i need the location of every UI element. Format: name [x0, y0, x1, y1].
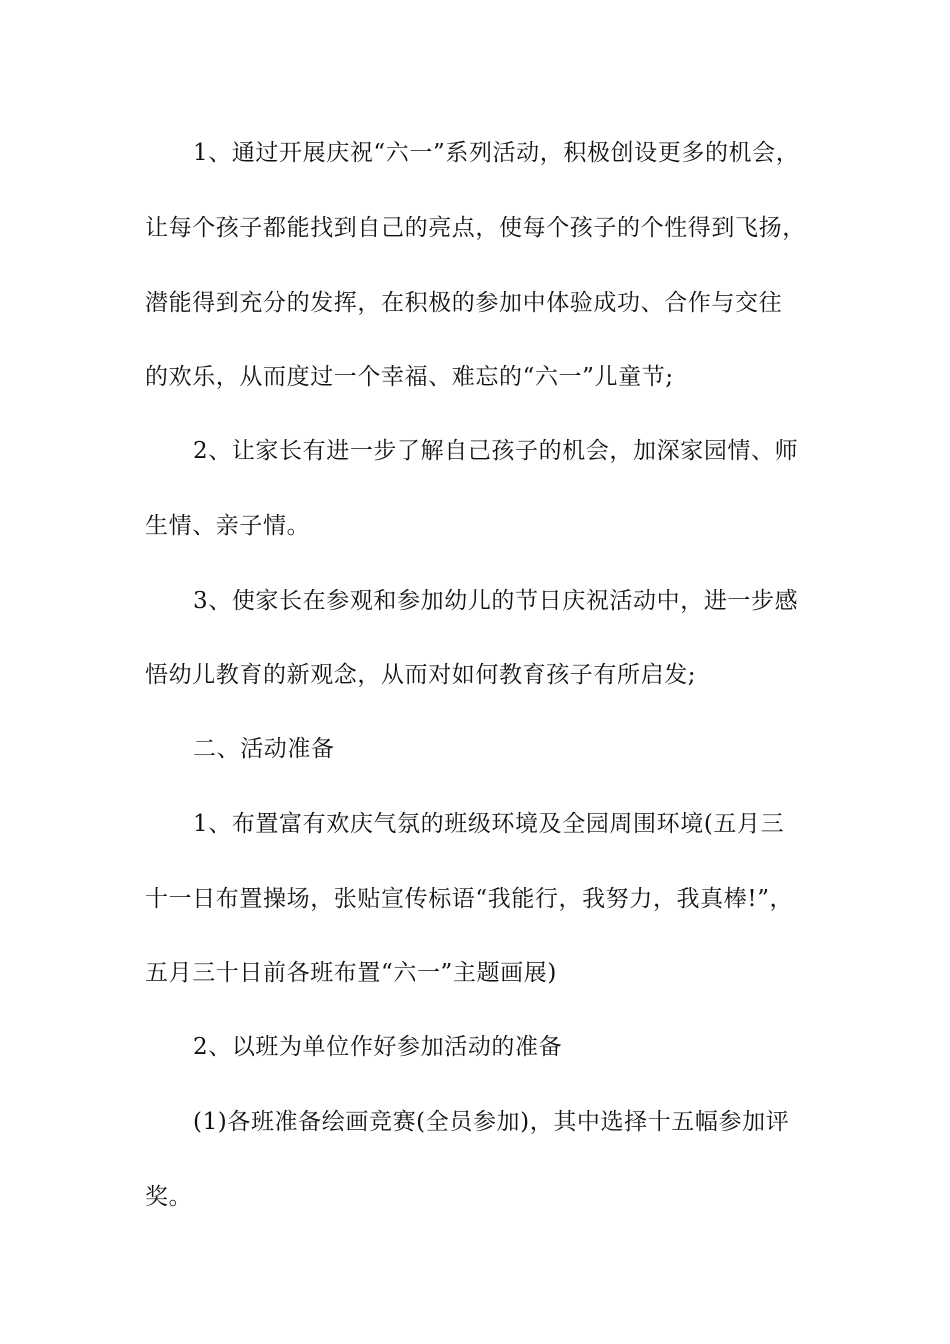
paragraph-goal-3-line-2: 悟幼儿教育的新观念，从而对如何教育孩子有所启发; — [145, 662, 697, 688]
paragraph-goal-1-line-4: 的欢乐，从而度过一个幸福、难忘的“六一”儿童节; — [145, 364, 674, 390]
paragraph-prep-1-line-3: 五月三十日前各班布置“六一”主题画展) — [145, 960, 557, 986]
paragraph-goal-2-line-1: 2、让家长有进一步了解自己孩子的机会，加深家园情、师 — [193, 438, 799, 464]
paragraph-prep-2: 2、以班为单位作好参加活动的准备 — [193, 1034, 563, 1060]
paragraph-prep-2-1-line-2: 奖。 — [145, 1184, 193, 1210]
paragraph-prep-2-1-line-1: (1)各班准备绘画竞赛(全员参加)，其中选择十五幅参加评 — [193, 1109, 790, 1135]
paragraph-goal-1-line-3: 潜能得到充分的发挥，在积极的参加中体验成功、合作与交往 — [145, 290, 783, 316]
paragraph-goal-1-line-2: 让每个孩子都能找到自己的亮点，使每个孩子的个性得到飞扬， — [145, 215, 806, 241]
paragraph-prep-1-line-1: 1、布置富有欢庆气氛的班级环境及全园周围环境(五月三 — [193, 811, 785, 837]
section-heading: 二、活动准备 — [193, 736, 335, 762]
paragraph-goal-1-line-1: 1、通过开展庆祝“六一”系列活动，积极创设更多的机会， — [193, 140, 800, 166]
paragraph-prep-1-line-2: 十一日布置操场，张贴宣传标语“我能行，我努力，我真棒!”， — [145, 886, 794, 912]
paragraph-goal-3-line-1: 3、使家长在参观和参加幼儿的节日庆祝活动中，进一步感 — [193, 588, 799, 614]
paragraph-goal-2-line-2: 生情、亲子情。 — [145, 513, 311, 539]
